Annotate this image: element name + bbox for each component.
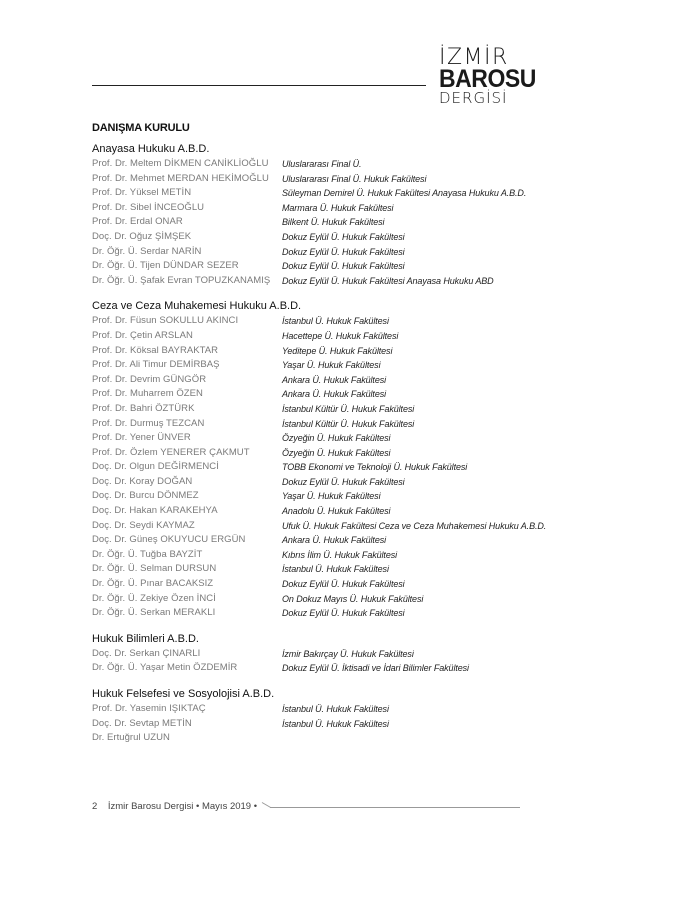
member-name: Dr. Öğr. Ü. Yaşar Metin ÖZDEMİR (92, 662, 238, 674)
member-name: Prof. Dr. Muharrem ÖZEN (92, 388, 203, 400)
member-affiliation: Dokuz Eylül Ü. Hukuk Fakültesi (282, 231, 405, 242)
footer-text: İzmir Barosu Dergisi • Mayıs 2019 • (107, 801, 258, 812)
member-row (92, 431, 572, 446)
member-row (92, 314, 572, 329)
member-row (92, 606, 572, 621)
member-affiliation: Marmara Ü. Hukuk Fakültesi (282, 202, 394, 213)
member-affiliation: Uluslararası Final Ü. (282, 159, 362, 169)
member-name: Prof. Dr. Erdal ONAR (92, 216, 183, 228)
member-row (92, 460, 572, 475)
member-row (92, 562, 572, 577)
member-name: Prof. Dr. Bahri ÖZTÜRK (92, 402, 195, 414)
member-affiliation: İstanbul Ü. Hukuk Fakültesi (282, 564, 389, 575)
member-row (92, 446, 572, 461)
member-name: Doç. Dr. Oğuz ŞİMŞEK (92, 230, 192, 242)
member-affiliation: Yeditepe Ü. Hukuk Fakültesi (282, 345, 393, 356)
member-row (92, 661, 572, 676)
member-affiliation: Dokuz Eylül Ü. Hukuk Fakültesi Anayasa Hukuku ABD (282, 275, 494, 286)
member-row (92, 387, 572, 402)
member-affiliation: On Dokuz Mayıs Ü. Hukuk Fakültesi (282, 593, 424, 604)
section (92, 299, 572, 620)
member-name: Doç. Dr. Burcu DÖNMEZ (92, 490, 199, 502)
member-name: Doç. Dr. Serkan ÇINARLI (92, 647, 201, 659)
member-name: Doç. Dr. Koray DOĞAN (92, 475, 193, 487)
member-name: Dr. Öğr. Ü. Tuğba BAYZİT (92, 548, 203, 560)
member-row (92, 731, 572, 746)
member-name: Prof. Dr. Sibel İNCEOĞLU (92, 201, 205, 213)
member-name: Prof. Dr. Özlem YENERER ÇAKMUT (92, 446, 250, 458)
member-affiliation: Anadolu Ü. Hukuk Fakültesi (282, 506, 391, 517)
member-name: Dr. Öğr. Ü. Serdar NARİN (92, 245, 202, 257)
member-row (92, 717, 572, 732)
member-row (92, 274, 572, 289)
member-row (92, 215, 572, 230)
member-name: Prof. Dr. Füsun SOKULLU AKINCI (92, 315, 239, 327)
member-affiliation: Bilkent Ü. Hukuk Fakültesi (282, 217, 385, 228)
member-name: Dr. Öğr. Ü. Selman DURSUN (92, 563, 217, 575)
section-heading: Hukuk Felsefesi ve Sosyolojisi A.B.D. (92, 688, 275, 700)
member-name: Dr. Öğr. Ü. Serkan MERAKLI (92, 607, 216, 619)
member-name: Dr. Öğr. Ü. Zekiye Özen İNCİ (92, 592, 216, 604)
member-row (92, 702, 572, 717)
advisory-board-list (92, 142, 572, 757)
member-name: Prof. Dr. Ali Timur DEMİRBAŞ (92, 359, 220, 371)
member-affiliation: Ankara Ü. Hukuk Fakültesi (282, 389, 387, 400)
member-row (92, 647, 572, 662)
logo-line-1: İZMİR (439, 45, 509, 70)
section (92, 632, 572, 676)
member-name: Prof. Dr. Çetin ARSLAN (92, 329, 193, 341)
member-row (92, 592, 572, 607)
section-heading: Hukuk Bilimleri A.B.D. (92, 632, 199, 645)
member-name: Doç. Dr. Hakan KARAKEHYA (92, 505, 218, 517)
member-row (92, 358, 572, 373)
section-heading: Ceza ve Ceza Muhakemesi Hukuku A.B.D. (92, 300, 302, 313)
member-affiliation: Dokuz Eylül Ü. İktisadi ve İdari Bilimler Fakültesi (282, 663, 469, 674)
member-name: Prof. Dr. Yüksel METİN (92, 187, 192, 199)
member-row (92, 402, 572, 417)
member-affiliation: Yaşar Ü. Hukuk Fakültesi (282, 360, 381, 371)
member-name: Prof. Dr. Meltem DİKMEN CANİKLİOĞLU (92, 158, 269, 169)
member-row (92, 172, 572, 187)
member-affiliation: Yaşar Ü. Hukuk Fakültesi (282, 491, 381, 502)
member-row (92, 157, 572, 172)
member-name: Doç. Dr. Seydi KAYMAZ (92, 519, 195, 531)
izmir-barosu-logo (439, 45, 536, 107)
member-affiliation: Dokuz Eylül Ü. Hukuk Fakültesi (282, 579, 405, 590)
member-row (92, 373, 572, 388)
logo-line-2: BAROSU (439, 65, 536, 93)
member-name: Prof. Dr. Mehmet MERDAN HEKİMOĞLU (92, 172, 269, 184)
section-heading: Anayasa Hukuku A.B.D. (92, 143, 210, 155)
member-name: Dr. Öğr. Ü. Tijen DÜNDAR SEZER (92, 260, 239, 272)
member-affiliation: İstanbul Ü. Hukuk Fakültesi (282, 718, 389, 729)
member-row (92, 259, 572, 274)
member-name: Doç. Dr. Sevtap METİN (92, 717, 192, 729)
member-row (92, 344, 572, 359)
member-name: Dr. Öğr. Ü. Pınar BACAKSIZ (92, 578, 214, 590)
member-row (92, 548, 572, 563)
member-affiliation: Özyeğin Ü. Hukuk Fakültesi (282, 447, 391, 458)
member-name: Prof. Dr. Yasemin IŞIKTAÇ (92, 703, 206, 714)
member-affiliation: Ankara Ü. Hukuk Fakültesi (282, 374, 387, 385)
member-row (92, 475, 572, 490)
member-affiliation: Süleyman Demirel Ü. Hukuk Fakültesi Anayasa Hukuku A.B.D. (282, 188, 527, 199)
member-row (92, 245, 572, 260)
member-name: Dr. Ertuğrul UZUN (92, 732, 170, 744)
footer-rule (270, 807, 520, 808)
member-affiliation: Özyeğin Ü. Hukuk Fakültesi (282, 433, 391, 444)
member-name: Dr. Öğr. Ü. Şafak Evran TOPUZKANAMIŞ (92, 274, 271, 286)
board-title: DANIŞMA KURULU (92, 122, 190, 134)
member-affiliation: Ankara Ü. Hukuk Fakültesi (282, 535, 387, 546)
member-name: Prof. Dr. Devrim GÜNGÖR (92, 373, 207, 385)
logo-line-3: DERGİSİ (439, 89, 508, 107)
member-affiliation: Dokuz Eylül Ü. Hukuk Fakültesi (282, 476, 405, 487)
member-name: Prof. Dr. Yener ÜNVER (92, 432, 191, 444)
member-row (92, 489, 572, 504)
member-row (92, 201, 572, 216)
page-number: 2 (92, 801, 98, 812)
member-affiliation: İstanbul Ü. Hukuk Fakültesi (282, 316, 389, 327)
member-affiliation: TOBB Ekonomi ve Teknoloji Ü. Hukuk Fakültesi (282, 462, 468, 473)
member-affiliation: İstanbul Kültür Ü. Hukuk Fakültesi (282, 403, 415, 414)
section (92, 687, 572, 746)
member-affiliation: Dokuz Eylül Ü. Hukuk Fakültesi (282, 246, 405, 257)
member-row (92, 417, 572, 432)
member-row (92, 533, 572, 548)
header-rule (92, 85, 426, 86)
member-affiliation: İstanbul Ü. Hukuk Fakültesi (282, 704, 389, 714)
member-row (92, 329, 572, 344)
member-affiliation: İstanbul Kültür Ü. Hukuk Fakültesi (282, 418, 415, 429)
member-row (92, 519, 572, 534)
member-affiliation: Dokuz Eylül Ü. Hukuk Fakültesi (282, 608, 405, 619)
member-name: Doç. Dr. Olgun DEĞİRMENCİ (92, 461, 219, 473)
member-row (92, 230, 572, 245)
member-name: Doç. Dr. Güneş OKUYUCU ERGÜN (92, 534, 246, 546)
member-row (92, 504, 572, 519)
member-affiliation: Kıbrıs İlim Ü. Hukuk Fakültesi (282, 549, 398, 560)
member-name: Prof. Dr. Durmuş TEZCAN (92, 417, 205, 429)
member-row (92, 186, 572, 201)
member-affiliation: Uluslararası Final Ü. Hukuk Fakültesi (282, 173, 427, 184)
member-affiliation: Hacettepe Ü. Hukuk Fakültesi (282, 330, 399, 341)
member-affiliation: İzmir Bakırçay Ü. Hukuk Fakültesi (282, 648, 414, 659)
member-affiliation: Dokuz Eylül Ü. Hukuk Fakültesi (282, 261, 405, 272)
member-row (92, 577, 572, 592)
section (92, 142, 572, 288)
member-affiliation: Ufuk Ü. Hukuk Fakültesi Ceza ve Ceza Muhakemesi Hukuku A.B.D. (282, 520, 547, 531)
page-footer (92, 801, 257, 812)
member-name: Prof. Dr. Köksal BAYRAKTAR (92, 344, 219, 356)
